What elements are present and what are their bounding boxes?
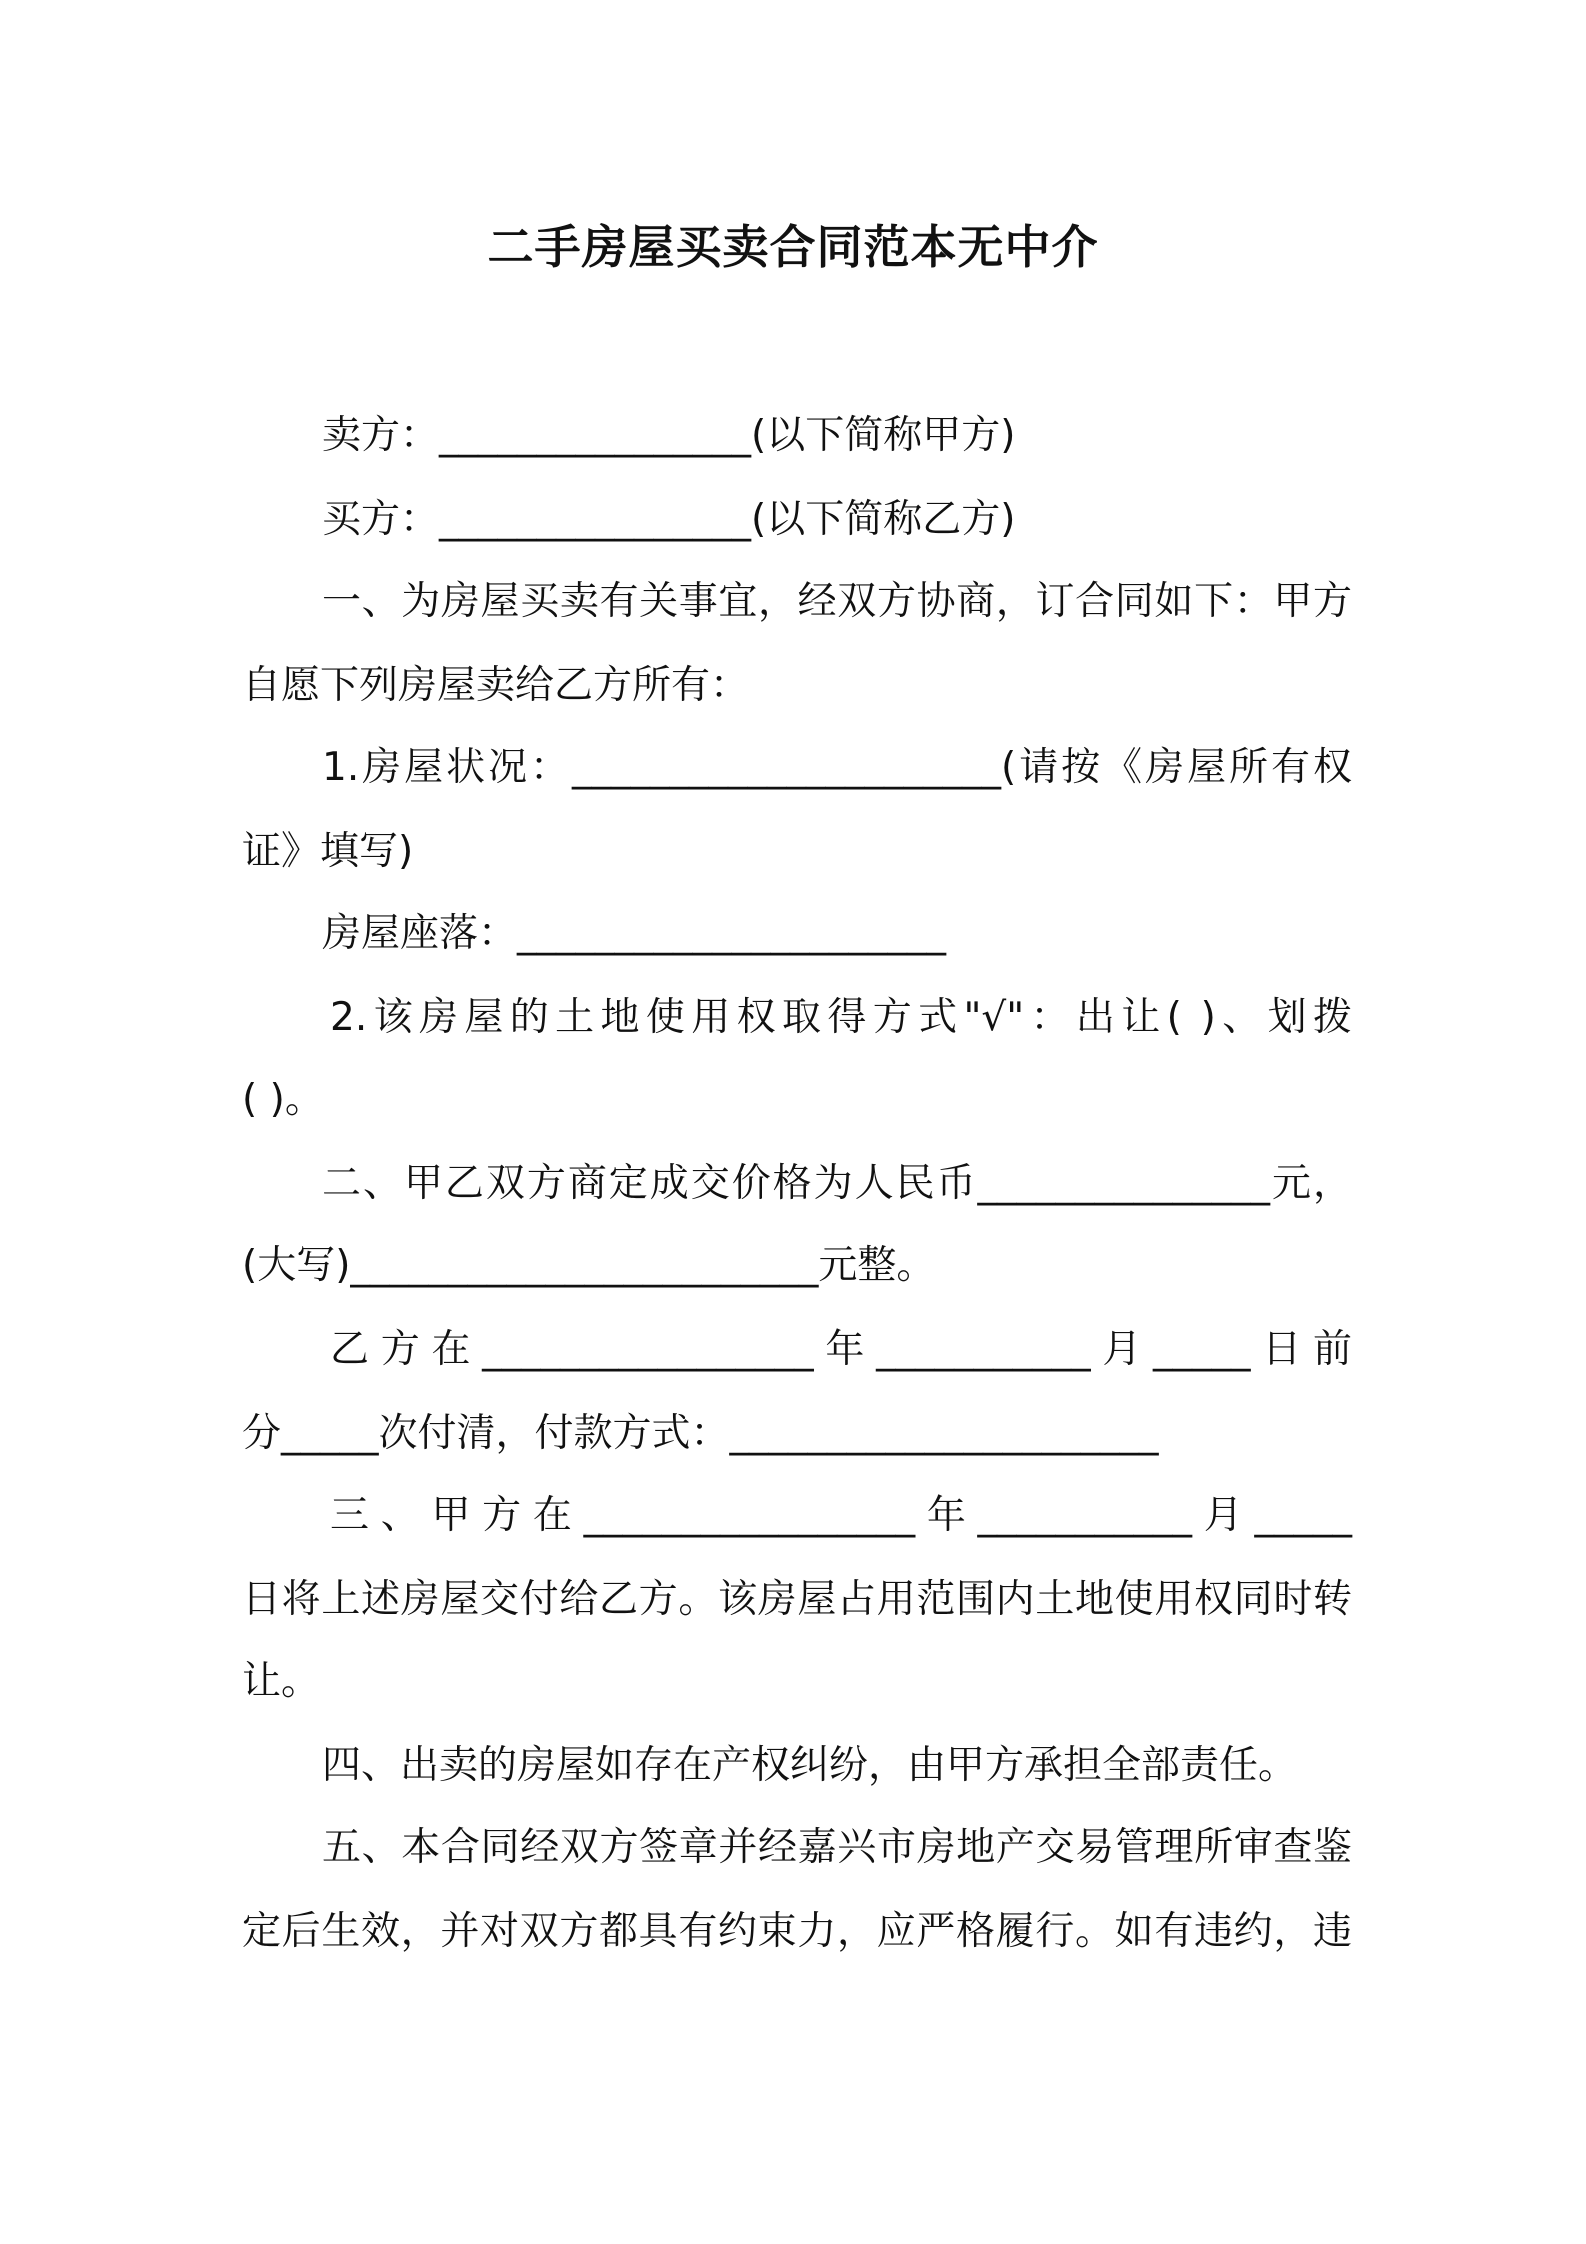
clause-5-line-2: 定后生效，并对双方都具有约束力，应严格履行。如有违约，违 bbox=[242, 1909, 1352, 1954]
seller-line: 卖方：________________(以下简称甲方) bbox=[322, 413, 1016, 458]
clause-3-line-2: 日将上述房屋交付给乙方。该房屋占用范围内土地使用权同时转 bbox=[242, 1577, 1352, 1622]
land-use-line-2: ( )。 bbox=[242, 1077, 324, 1122]
clause-3-line-3: 让。 bbox=[242, 1659, 321, 1704]
payment-line-2: 分_____次付清，付款方式：______________________ bbox=[242, 1411, 1159, 1456]
house-status-line-2: 证》填写) bbox=[242, 829, 414, 874]
clause-1-line-2: 自愿下列房屋卖给乙方所有： bbox=[242, 663, 750, 708]
house-status-line-1: 1.房屋状况：______________________(请按《房屋所有权 bbox=[322, 745, 1352, 790]
land-use-line-1: 2.该房屋的土地使用权取得方式"√"：出让( )、划拨 bbox=[330, 995, 1352, 1040]
payment-line-1: 乙方在_________________年___________月_____日前 bbox=[330, 1327, 1352, 1372]
clause-2-line-1: 二、甲乙双方商定成交价格为人民币_______________元， bbox=[322, 1161, 1352, 1206]
clause-3-line-1: 三、甲方在_________________年___________月_____ bbox=[330, 1493, 1352, 1538]
clause-4-line: 四、出卖的房屋如存在产权纠纷，由甲方承担全部责任。 bbox=[322, 1743, 1298, 1788]
clause-1-line-1: 一、为房屋买卖有关事宜，经双方协商，订合同如下：甲方 bbox=[322, 579, 1352, 624]
clause-2-line-2: (大写)________________________元整。 bbox=[242, 1243, 936, 1288]
house-location-line: 房屋座落：______________________ bbox=[322, 911, 947, 956]
buyer-line: 买方：________________(以下简称乙方) bbox=[322, 497, 1016, 542]
document-title: 二手房屋买卖合同范本无中介 bbox=[487, 220, 1099, 274]
clause-5-line-1: 五、本合同经双方签章并经嘉兴市房地产交易管理所审查鉴 bbox=[322, 1825, 1352, 1870]
